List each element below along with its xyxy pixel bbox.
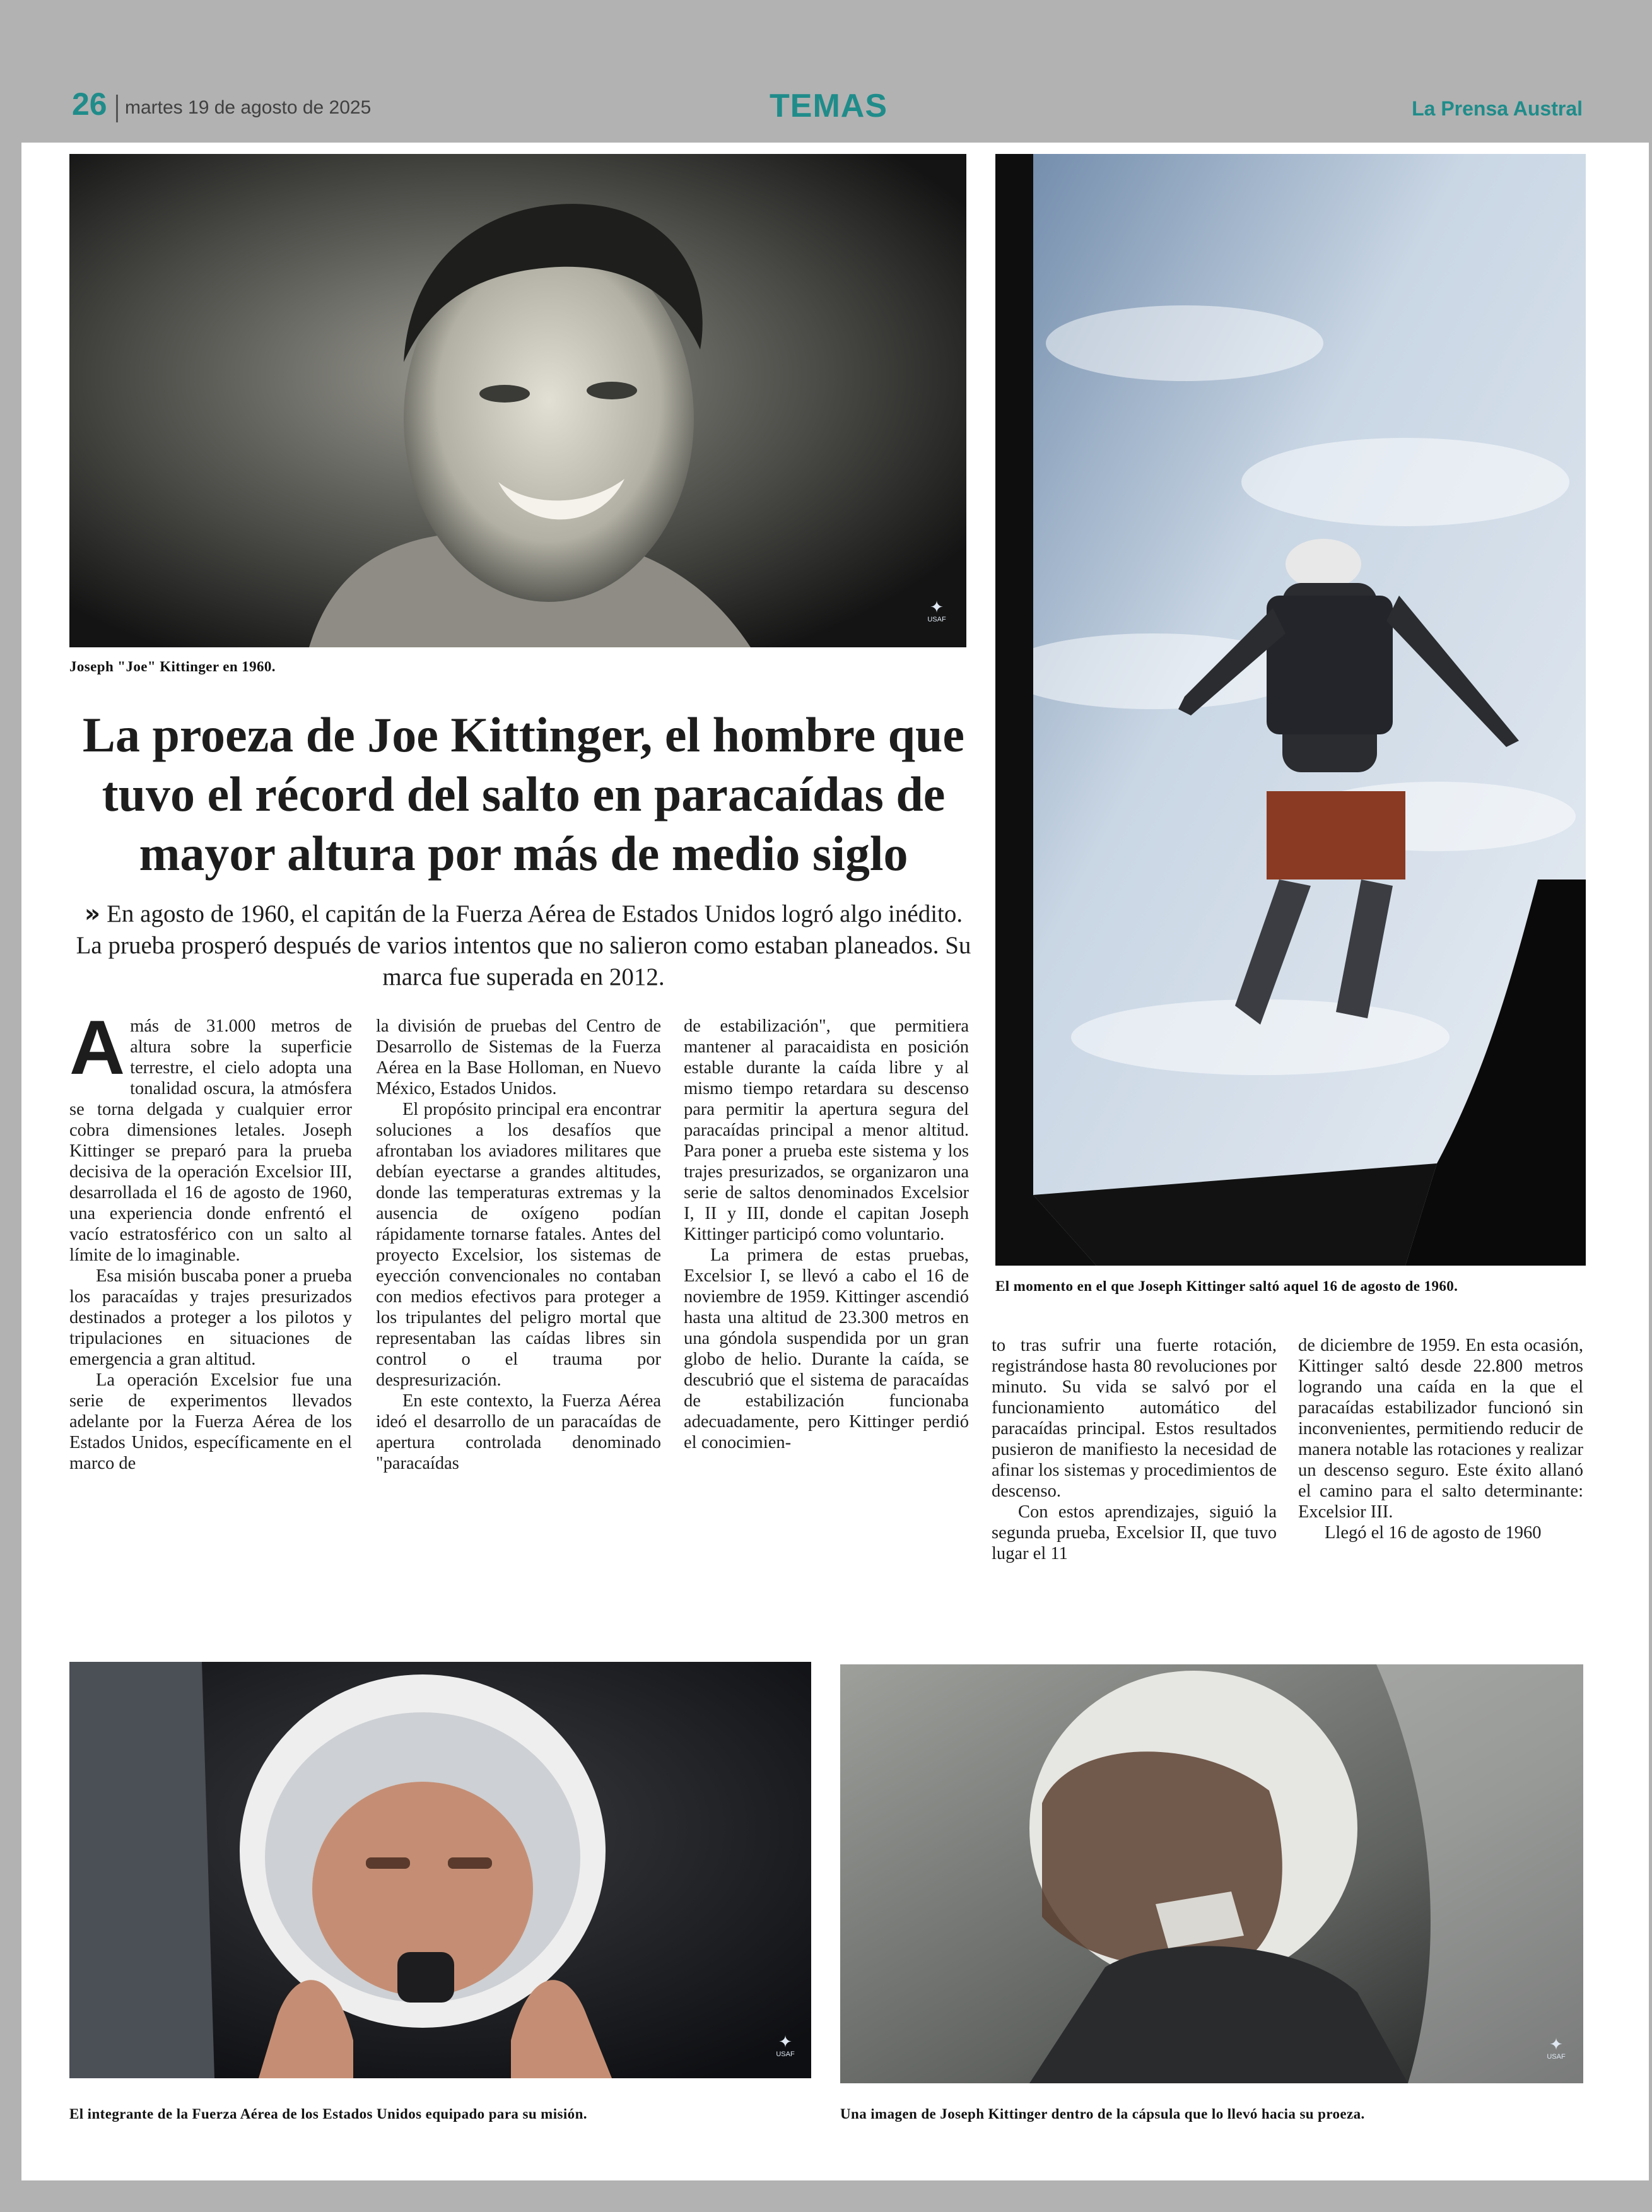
jump-photo	[995, 154, 1586, 1266]
paragraph: El propósito principal era encontrar soluciones a los desafíos que afrontaban los aviadores militares que debían eyectarse a grandes altitudes, donde las temperaturas extremas y la ausencia de oxígeno podían rápidamente tornarse fatales. Antes del proyecto Excelsior, los sistemas de eyección convencionales no contaban con medios efectivos para proteger a los tripulantes del peligro mortal que representaban las caídas libres sin control o el trauma por despresurización.	[376, 1100, 661, 1390]
usaf-logo: ✦ USAF	[927, 597, 946, 623]
capsule-caption: Una imagen de Joseph Kittinger dentro de la cápsula que lo llevó hacia su proeza.	[840, 2106, 1365, 2122]
chevron-right-icon: »	[84, 900, 101, 928]
paragraph: to tras sufrir una fuerte rotación, registrándose hasta 80 revoluciones por minuto. Su vida se salvó por el funcionamiento automático del paracaídas principal. Estos resultados pusieron de manifiesto la necesidad de afinar los sistemas y procedimientos de descenso.	[992, 1336, 1277, 1501]
paragraph: Esa misión buscaba poner a prueba los paracaídas y trajes presurizados destinados a proteger a los pilotos y tripulaciones en situaciones de emergencia a gran altitud.	[69, 1266, 352, 1369]
article-headline: La proeza de Joe Kittinger, el hombre que tuvo el récord del salto en paracaídas de mayor altura por más de medio siglo	[82, 707, 965, 881]
article-column-1	[69, 1004, 352, 1474]
article-column-5	[1298, 1335, 1583, 1543]
usaf-logo: ✦ USAF	[1547, 2035, 1566, 2061]
deck-text: En agosto de 1960, el capitán de la Fuerza Aérea de Estados Unidos logró algo inédito. La prueba prosperó después de varios intentos que no salieron como estaban planeados. Su marca fue superada en 2012.	[76, 900, 971, 991]
paragraph: Llegó el 16 de agosto de 1960	[1325, 1523, 1542, 1543]
page-number: 26	[72, 86, 107, 122]
usaf-logo: ✦ USAF	[776, 2032, 795, 2058]
article-column-4	[992, 1335, 1277, 1564]
section-title: TEMAS	[770, 88, 888, 124]
article-deck	[69, 898, 978, 993]
paragraph: de estabilización", que permitiera mantener al paracaidista en posición estable durante la caída libre y al mismo tiempo retardara su descenso para permitir la apertura segura del paracaídas principal a menor altitud. Para poner a prueba este sistema y los trajes presurizados, se organizaron una serie de saltos denominados Excelsior I, II y III, donde el capitan Joseph Kittinger participó como voluntario.	[684, 1016, 969, 1244]
header-divider	[116, 95, 118, 122]
drop-cap: A	[69, 1004, 126, 1090]
paragraph: de diciembre de 1959. En esta ocasión, Kittinger saltó desde 22.800 metros logrando una caída en la que el paracaídas estabilizador funcionó sin inconvenientes, permitiendo reducir de manera notable las rotaciones y realizar un descenso seguro. Este éxito allanó el camino para el salto determinante: Excelsior III.	[1298, 1336, 1583, 1522]
paragraph: Con estos aprendizajes, siguió la segunda prueba, Excelsior II, que tuvo lugar el 11	[992, 1502, 1277, 1563]
portrait-photo	[69, 154, 966, 647]
newspaper-name: La Prensa Austral	[1412, 97, 1583, 120]
issue-date: martes 19 de agosto de 2025	[125, 97, 372, 118]
helmet-caption: El integrante de la Fuerza Aérea de los Estados Unidos equipado para su misión.	[69, 2106, 587, 2122]
paragraph: La operación Excelsior fue una serie de experimentos llevados adelante por la Fuerza Aérea de los Estados Unidos, específicamente en el marco de	[69, 1370, 352, 1473]
paragraph: A más de 31.000 metros de altura sobre la superficie terrestre, el cielo adopta una tonalidad oscura, la atmósfera se torna delgada y cualquier error cobra dimensiones letales. Joseph Kittinger se preparó para la prueba decisiva de la operación Excelsior III, desarrollada el 16 de agosto de 1960, una experiencia donde enfrentó el vacío estratosférico con un salto al límite de lo imaginable.	[69, 1004, 352, 1265]
paragraph: la división de pruebas del Centro de Desarrollo de Sistemas de la Fuerza Aérea en la Base Holloman, en Nuevo México, Estados Unidos.	[376, 1016, 661, 1098]
helmet-photo	[69, 1662, 811, 2078]
jump-caption: El momento en el que Joseph Kittinger saltó aquel 16 de agosto de 1960.	[995, 1278, 1458, 1294]
article-column-3	[684, 1016, 969, 1453]
article-column-2	[376, 1016, 661, 1474]
paragraph: En este contexto, la Fuerza Aérea ideó el desarrollo de un paracaídas de apertura controlada denominado "paracaídas	[376, 1391, 661, 1473]
capsule-photo	[840, 1664, 1583, 2083]
portrait-caption: Joseph "Joe" Kittinger en 1960.	[69, 659, 276, 674]
paragraph: La primera de estas pruebas, Excelsior I, se llevó a cabo el 16 de noviembre de 1959. Kittinger ascendió hasta una altitud de 23.300 metros en una góndola suspendida por un gran globo de helio. Durante la caída, se descubrió que el sistema de paracaídas de estabilización funcionaba adecuadamente, pero Kittinger perdió el conocimien-	[684, 1245, 969, 1452]
